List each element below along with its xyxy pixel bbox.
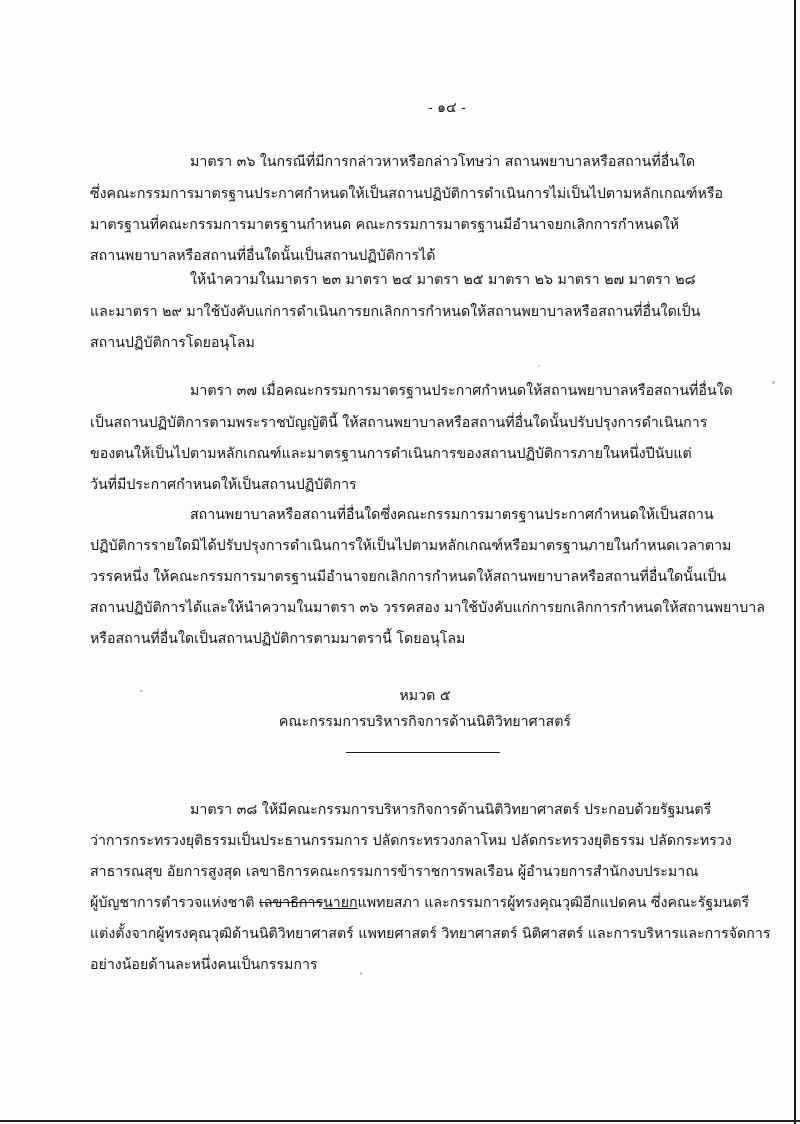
section36-line3: มาตรฐานที่คณะกรรมการมาตรฐานกำหนด คณะกรรมการมาตรฐานมีอำนาจยกเลิกการกำหนดให้ (90, 217, 680, 233)
section38-line4 (90, 893, 749, 913)
section38-line4-start: ผู้บัญชาการตำรวจแห่งชาติ (90, 895, 260, 911)
section37-line7: วรรคหนึ่ง ให้คณะกรรมการมาตรฐานมีอำนาจยกเลิกการกำหนดให้สถานพยาบาลหรือสถานที่อื่นใดนั้นเป็น (90, 569, 727, 585)
scan-edge-bottom (0, 1120, 800, 1122)
section37-line3: ของตนให้เป็นไปตามหลักเกณฑ์และมาตรฐานการดำเนินการของสถานปฏิบัติการภายในหนึ่งปีนับแต่ (90, 446, 692, 462)
section37-line4: วันที่มีประกาศกำหนดให้เป็นสถานปฏิบัติการ (90, 477, 357, 493)
page-number: - ๑๔ - (428, 100, 466, 116)
section38-line1: มาตรา ๓๘ ให้มีคณะกรรมการบริหารกิจการด้านนิติวิทยาศาสตร์ ประกอบด้วยรัฐมนตรี (190, 802, 712, 818)
section36-line1: มาตรา ๓๖ ในกรณีที่มีการกล่าวหาหรือกล่าวโทษว่า สถานพยาบาลหรือสถานที่อื่นใด (190, 154, 696, 170)
chapter-title: คณะกรรมการบริหารกิจการด้านนิติวิทยาศาสตร์ (278, 714, 572, 730)
section37-line1: มาตรา ๓๗ เมื่อคณะกรรมการมาตรฐานประกาศกำหนดให้สถานพยาบาลหรือสถานที่อื่นใด (190, 383, 733, 399)
scan-speck (140, 690, 143, 692)
section38-line2: ว่าการกระทรวงยุติธรรมเป็นประธานกรรมการ ปลัดกระทรวงกลาโหม ปลัดกระทรวงยุติธรรม ปลัดกระทรวง (90, 833, 732, 849)
section37-line6: ปฏิบัติการรายใดมิได้ปรับปรุงการดำเนินการให้เป็นไปตามหลักเกณฑ์หรือมาตรฐานภายในกำหนดเวลาตาม (90, 538, 732, 554)
section36-line6: และมาตรา ๒๙ มาใช้บังคับแก่การดำเนินการยกเลิกการกำหนดให้สถานพยาบาลหรือสถานที่อื่นใดเป็น (90, 304, 701, 320)
scan-speck (360, 972, 362, 975)
scan-speck (772, 381, 775, 384)
section37-line9: หรือสถานที่อื่นใดเป็นสถานปฏิบัติการตามมาตรานี้ โดยอนุโลม (90, 631, 466, 647)
section38-line3: สาธารณสุข อัยการสูงสุด เลขาธิการคณะกรรมการข้าราชการพลเรือน ผู้อำนวยการสำนักงบประมาณ (90, 864, 699, 880)
underlined-word: นายก (323, 895, 358, 911)
scan-edge-right (794, 0, 796, 1124)
section37-line2: เป็นสถานปฏิบัติการตามพระราชบัญญัตินี้ ให้สถานพยาบาลหรือสถานที่อื่นใดนั้นปรับปรุงการดำเนินการ (90, 415, 708, 431)
section36-line5: ให้นำความในมาตรา ๒๓ มาตรา ๒๔ มาตรา ๒๕ มาตรา ๒๖ มาตรา ๒๗ มาตรา ๒๘ (190, 272, 696, 288)
scan-speck (538, 365, 540, 367)
section36-line2: ซึ่งคณะกรรมการมาตรฐานประกาศกำหนดให้เป็นสถานปฏิบัติการดำเนินการไม่เป็นไปตามหลักเกณฑ์หรือ (90, 186, 723, 202)
chapter-divider (346, 752, 500, 753)
section37-line8: สถานปฏิบัติการได้และให้นำความในมาตรา ๓๖ วรรคสอง มาใช้บังคับแก่การยกเลิกการกำหนดให้สถานพยาบาล (90, 600, 765, 616)
chapter-number: หมวด ๕ (399, 688, 451, 704)
section36-line4: สถานพยาบาลหรือสถานที่อื่นใดนั้นเป็นสถานปฏิบัติการได้ (90, 248, 436, 264)
struck-word: เลขาธิการ (259, 895, 324, 911)
section38-line6: อย่างน้อยด้านละหนึ่งคนเป็นกรรมการ (90, 957, 318, 973)
section37-line5: สถานพยาบาลหรือสถานที่อื่นใดซึ่งคณะกรรมการมาตรฐานประกาศกำหนดให้เป็นสถาน (190, 507, 714, 523)
section38-line4-end: แพทยสภา และกรรมการผู้ทรงคุณวุฒิอีกแปดคน ซึ่งคณะรัฐมนตรี (357, 895, 750, 911)
section38-line5: แต่งตั้งจากผู้ทรงคุณวุฒิด้านนิติวิทยาศาสตร์ แพทยศาสตร์ วิทยาศาสตร์ นิติศาสตร์ และการบริหารและการจัดการ (90, 926, 771, 942)
section36-line7: สถานปฏิบัติการโดยอนุโลม (90, 335, 255, 351)
